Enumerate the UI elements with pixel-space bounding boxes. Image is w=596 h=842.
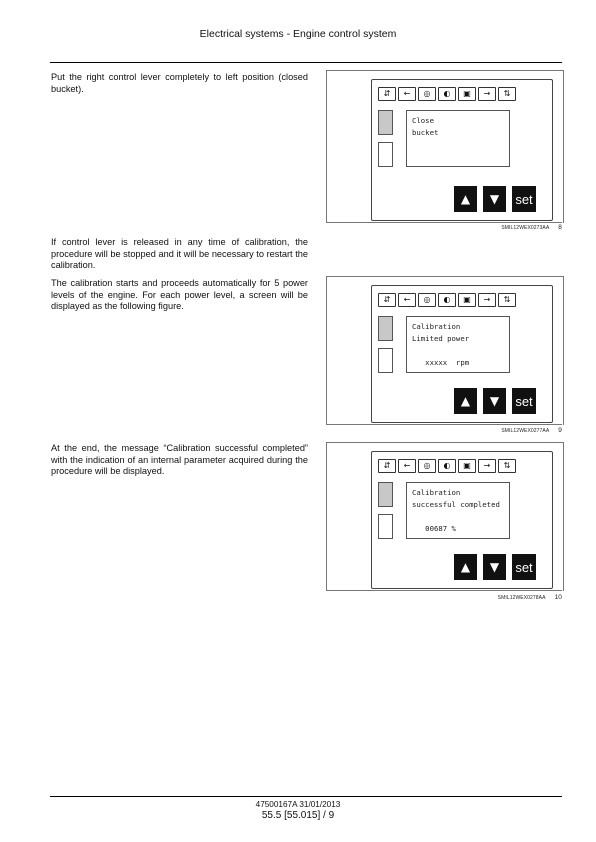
header-rule — [50, 62, 562, 63]
figure-close-bucket — [326, 70, 564, 223]
arrow-right-icon[interactable]: → — [478, 459, 496, 473]
indicator-upper — [378, 316, 393, 341]
down-button[interactable]: ▼ — [483, 554, 506, 580]
arrow-right-icon[interactable]: → — [478, 87, 496, 101]
display-screen: Close bucket — [406, 110, 510, 167]
up-button[interactable]: ▲ — [454, 554, 477, 580]
footer-doc-code: 47500167A 31/01/2013 — [255, 800, 341, 809]
adjust-down-icon[interactable]: ⇅ — [498, 293, 516, 307]
camera-icon[interactable]: ◎ — [418, 293, 436, 307]
adjust-up-icon[interactable]: ⇵ — [378, 87, 396, 101]
figure-divider — [326, 424, 562, 425]
set-button[interactable]: set — [512, 186, 536, 212]
paragraph-release-warning: If control lever is released in any time of calibration, the procedure will be stopped and it will be necessary to restart the calibration. — [51, 237, 308, 271]
display-panel — [371, 285, 553, 423]
figure-number: 10 — [554, 594, 562, 601]
indicator-lower — [378, 348, 393, 373]
arrow-left-icon[interactable]: ← — [398, 293, 416, 307]
figure-code: SMIL12WEX0273AA — [501, 225, 550, 231]
figure-code: SMIL12WEX0278AA — [497, 595, 546, 601]
adjust-down-icon[interactable]: ⇅ — [498, 87, 516, 101]
arrow-left-icon[interactable]: ← — [398, 459, 416, 473]
light-icon[interactable]: ◐ — [438, 87, 456, 101]
footer-page-ref: 55.5 [55.015] / 9 — [261, 810, 335, 821]
set-button[interactable]: set — [512, 388, 536, 414]
camera-icon[interactable]: ◎ — [418, 87, 436, 101]
down-button[interactable]: ▼ — [483, 388, 506, 414]
indicator-lower — [378, 142, 393, 167]
figure-calibration-complete — [326, 442, 564, 591]
indicator-lower — [378, 514, 393, 539]
paragraph-close-bucket: Put the right control lever completely to left position (closed bucket). — [51, 72, 308, 94]
figure-caption — [326, 594, 562, 601]
panel-icon-bar — [378, 459, 516, 473]
up-button[interactable]: ▲ — [454, 186, 477, 212]
paragraph-calibration-levels: The calibration starts and proceeds automatically for 5 power levels of the engine. For each power level, a screen will be displayed as the following figure. — [51, 278, 308, 312]
adjust-down-icon[interactable]: ⇅ — [498, 459, 516, 473]
light-icon[interactable]: ◐ — [438, 293, 456, 307]
figure-caption — [326, 224, 562, 231]
lock-icon[interactable]: ▣ — [458, 459, 476, 473]
page-header-title: Electrical systems - Engine control system — [199, 28, 397, 40]
indicator-upper — [378, 110, 393, 135]
display-panel — [371, 79, 553, 221]
paragraph-calibration-end: At the end, the message “Calibration successful completed” with the indication of an internal parameter acquired during the procedure will be displayed. — [51, 443, 308, 477]
figure-divider — [326, 590, 562, 591]
display-screen: Calibration Limited power xxxxx rpm — [406, 316, 510, 373]
figure-code: SMIL12WEX0277AA — [501, 428, 550, 434]
figure-number: 9 — [558, 427, 562, 434]
lock-icon[interactable]: ▣ — [458, 293, 476, 307]
figure-calibration-limited — [326, 276, 564, 425]
figure-caption — [326, 427, 562, 434]
panel-icon-bar — [378, 87, 516, 101]
adjust-up-icon[interactable]: ⇵ — [378, 293, 396, 307]
panel-icon-bar — [378, 293, 516, 307]
figure-divider — [326, 222, 562, 223]
arrow-left-icon[interactable]: ← — [398, 87, 416, 101]
adjust-up-icon[interactable]: ⇵ — [378, 459, 396, 473]
lock-icon[interactable]: ▣ — [458, 87, 476, 101]
indicator-upper — [378, 482, 393, 507]
light-icon[interactable]: ◐ — [438, 459, 456, 473]
camera-icon[interactable]: ◎ — [418, 459, 436, 473]
set-button[interactable]: set — [512, 554, 536, 580]
arrow-right-icon[interactable]: → — [478, 293, 496, 307]
display-panel — [371, 451, 553, 589]
display-screen: Calibration successful completed 00687 % — [406, 482, 510, 539]
up-button[interactable]: ▲ — [454, 388, 477, 414]
figure-number: 8 — [558, 224, 562, 231]
down-button[interactable]: ▼ — [483, 186, 506, 212]
footer-rule — [50, 796, 562, 797]
